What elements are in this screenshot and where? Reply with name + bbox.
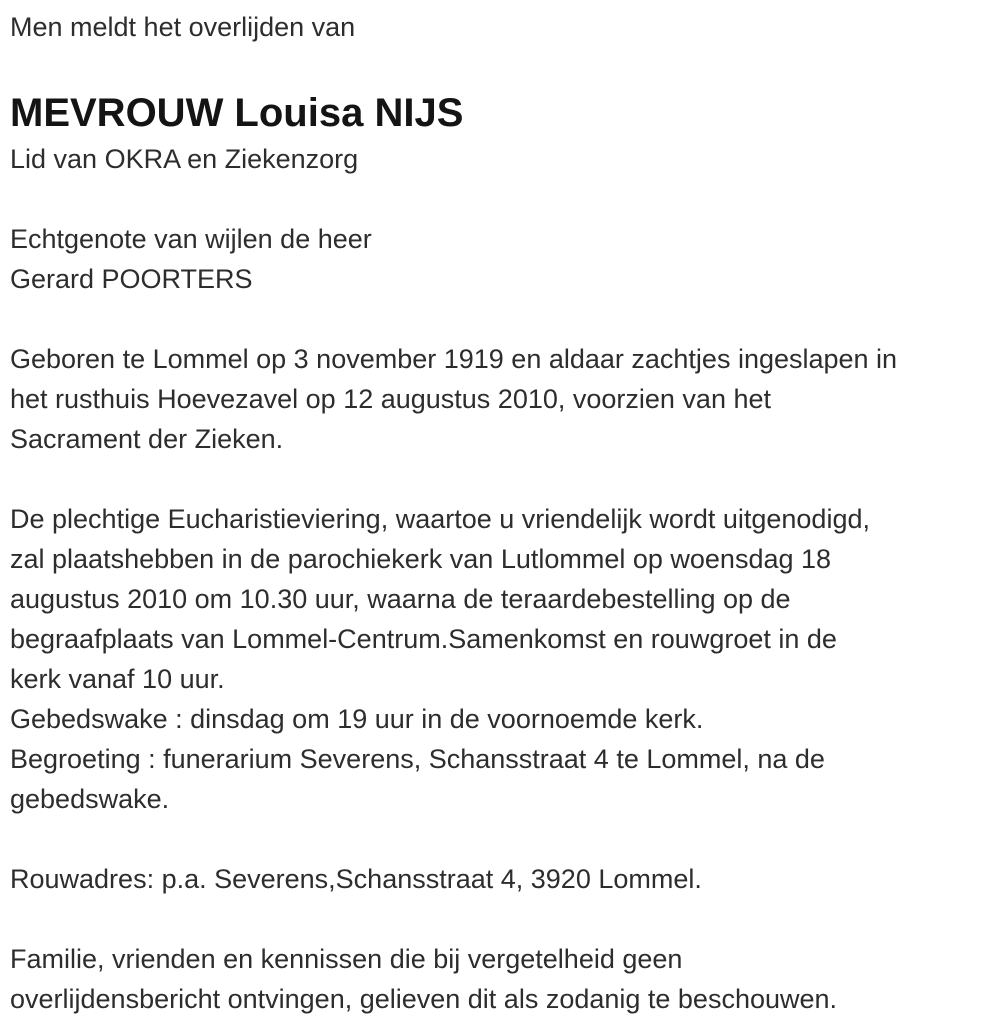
spacer [10, 179, 990, 219]
spacer [10, 459, 990, 499]
mourning-address: Rouwadres: p.a. Severens,Schansstraat 4, 3920 Lommel. [10, 864, 702, 894]
spacer [10, 819, 990, 859]
birth-death-line: het rusthuis Hoevezavel op 12 augustus 2010, voorzien van het [10, 384, 771, 414]
intro-text: Men meldt het overlijden van [10, 12, 356, 42]
service-line: zal plaatshebben in de parochiekerk van Lutlommel op woensdag 18 [10, 544, 832, 574]
deceased-name: MEVROUW Louisa NIJS [10, 91, 464, 135]
closing-line: Familie, vrienden en kennissen die bij vergetelheid geen [10, 944, 683, 974]
spouse-paragraph [10, 219, 990, 299]
birth-death-line: Sacrament der Zieken. [10, 424, 284, 454]
service-line: Gebedswake : dinsdag om 19 uur in de voornoemde kerk. [10, 704, 704, 734]
service-line: begraafplaats van Lommel-Centrum.Samenkomst en rouwgroet in de [10, 624, 837, 654]
service-line: Begroeting : funerarium Severens, Schansstraat 4 te Lommel, na de [10, 744, 825, 774]
service-line: De plechtige Eucharistieviering, waartoe u vriendelijk wordt uitgenodigd, [10, 504, 870, 534]
closing-paragraph [10, 939, 990, 1019]
spacer [10, 899, 990, 939]
service-paragraph [10, 499, 990, 819]
spouse-line: Gerard POORTERS [10, 264, 253, 294]
service-line: kerk vanaf 10 uur. [10, 664, 225, 694]
spacer [10, 47, 990, 87]
service-line: augustus 2010 om 10.30 uur, waarna de teraardebestelling op de [10, 584, 791, 614]
closing-line: overlijdensbericht ontvingen, gelieven dit als zodanig te beschouwen. [10, 984, 838, 1014]
service-line: gebedswake. [10, 784, 170, 814]
membership-text: Lid van OKRA en Ziekenzorg [10, 144, 359, 174]
spouse-line: Echtgenote van wijlen de heer [10, 224, 372, 254]
birth-death-paragraph [10, 339, 990, 459]
birth-death-line: Geboren te Lommel op 3 november 1919 en aldaar zachtjes ingeslapen in [10, 344, 898, 374]
spacer [10, 299, 990, 339]
